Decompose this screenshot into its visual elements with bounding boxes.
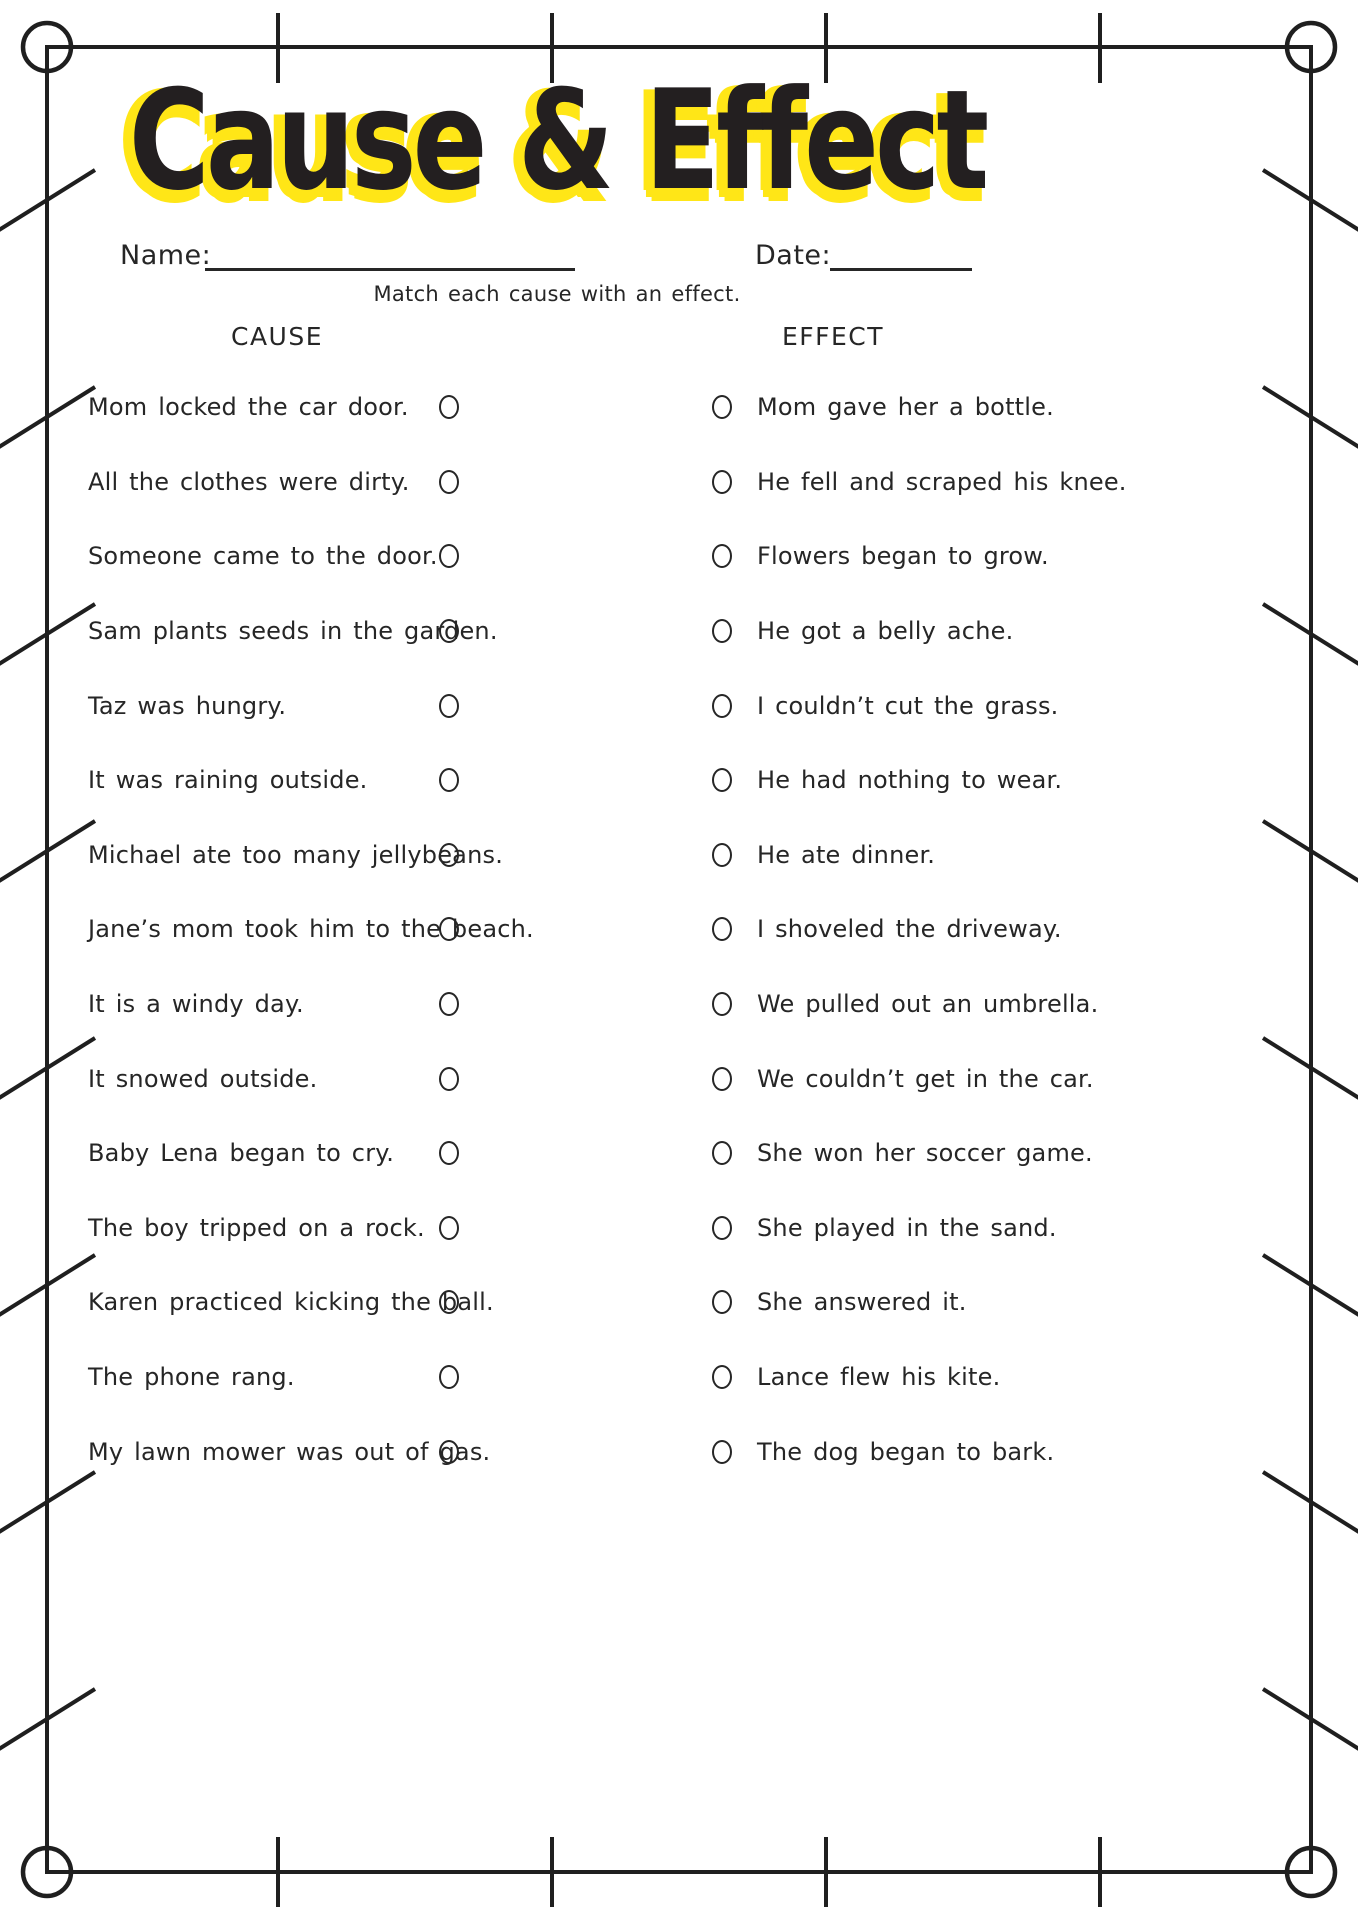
cause-text: All the clothes were dirty. <box>88 467 410 496</box>
cause-match-bubble[interactable] <box>439 694 459 718</box>
effect-match-bubble[interactable] <box>712 1067 732 1091</box>
effect-match-bubble[interactable] <box>712 1141 732 1165</box>
cause-match-bubble[interactable] <box>439 1141 459 1165</box>
cause-match-bubble[interactable] <box>439 395 459 419</box>
cause-text: Michael ate too many jellybeans. <box>88 840 504 869</box>
cause-text: It snowed outside. <box>88 1064 318 1093</box>
match-row <box>47 1041 1311 1116</box>
date-label: Date: <box>755 240 832 271</box>
cause-text: Baby Lena began to cry. <box>88 1139 395 1168</box>
effect-text: She played in the sand. <box>757 1213 1057 1242</box>
match-row <box>47 594 1311 669</box>
effect-text: Lance flew his kite. <box>757 1363 1001 1392</box>
effect-column-header: EFFECT <box>781 322 885 351</box>
effect-text: I couldn’t cut the grass. <box>757 691 1059 720</box>
match-row <box>47 1116 1311 1191</box>
cause-match-bubble[interactable] <box>439 843 459 867</box>
effect-text: He had nothing to wear. <box>757 766 1063 795</box>
effect-match-bubble[interactable] <box>712 1290 732 1314</box>
match-row <box>47 1414 1311 1489</box>
match-row <box>47 1340 1311 1415</box>
effect-match-bubble[interactable] <box>712 992 732 1016</box>
effect-text: The dog began to bark. <box>757 1437 1055 1466</box>
match-rows <box>47 370 1311 1489</box>
match-row <box>47 519 1311 594</box>
cause-text: The boy tripped on a rock. <box>88 1213 425 1242</box>
effect-match-bubble[interactable] <box>712 1440 732 1464</box>
match-row <box>47 818 1311 893</box>
cause-match-bubble[interactable] <box>439 1290 459 1314</box>
effect-match-bubble[interactable] <box>712 917 732 941</box>
match-row <box>47 445 1311 520</box>
cause-match-bubble[interactable] <box>439 917 459 941</box>
match-row <box>47 1265 1311 1340</box>
effect-text: He got a belly ache. <box>757 617 1014 646</box>
effect-match-bubble[interactable] <box>712 470 732 494</box>
cause-match-bubble[interactable] <box>439 544 459 568</box>
match-row <box>47 892 1311 967</box>
effect-text: We couldn’t get in the car. <box>757 1064 1094 1093</box>
page-title-text: Cause & Effect <box>128 60 986 221</box>
cause-text: Someone came to the door. <box>88 542 438 571</box>
cause-match-bubble[interactable] <box>439 1216 459 1240</box>
cause-text: Jane’s mom took him to the beach. <box>88 915 534 944</box>
effect-match-bubble[interactable] <box>712 544 732 568</box>
cause-match-bubble[interactable] <box>439 619 459 643</box>
match-row <box>47 668 1311 743</box>
effect-match-bubble[interactable] <box>712 1365 732 1389</box>
date-input-line[interactable] <box>830 268 972 271</box>
match-row <box>47 1191 1311 1266</box>
cause-text: Taz was hungry. <box>88 691 287 720</box>
cause-match-bubble[interactable] <box>439 470 459 494</box>
effect-match-bubble[interactable] <box>712 395 732 419</box>
cause-match-bubble[interactable] <box>439 992 459 1016</box>
cause-column-header: CAUSE <box>230 322 324 351</box>
effect-text: She answered it. <box>757 1288 967 1317</box>
effect-text: She won her soccer game. <box>757 1139 1093 1168</box>
name-input-line[interactable] <box>205 268 575 271</box>
effect-text: I shoveled the driveway. <box>757 915 1062 944</box>
match-row <box>47 967 1311 1042</box>
match-row <box>47 370 1311 445</box>
effect-match-bubble[interactable] <box>712 1216 732 1240</box>
match-row <box>47 743 1311 818</box>
effect-text: He fell and scraped his knee. <box>757 467 1127 496</box>
effect-text: Flowers began to grow. <box>757 542 1049 571</box>
effect-match-bubble[interactable] <box>712 843 732 867</box>
cause-match-bubble[interactable] <box>439 1067 459 1091</box>
effect-text: We pulled out an umbrella. <box>757 990 1099 1019</box>
cause-match-bubble[interactable] <box>439 1440 459 1464</box>
instruction-text: Match each cause with an effect. <box>373 282 741 306</box>
effect-text: He ate dinner. <box>757 840 936 869</box>
effect-match-bubble[interactable] <box>712 768 732 792</box>
cause-text: Sam plants seeds in the garden. <box>88 617 498 646</box>
cause-match-bubble[interactable] <box>439 768 459 792</box>
cause-match-bubble[interactable] <box>439 1365 459 1389</box>
page-title <box>22 60 1093 221</box>
cause-text: My lawn mower was out of gas. <box>88 1437 491 1466</box>
name-label: Name: <box>120 240 212 271</box>
cause-text: It is a windy day. <box>88 990 304 1019</box>
cause-text: Mom locked the car door. <box>88 393 409 422</box>
cause-text: It was raining outside. <box>88 766 368 795</box>
effect-match-bubble[interactable] <box>712 619 732 643</box>
effect-match-bubble[interactable] <box>712 694 732 718</box>
cause-text: Karen practiced kicking the ball. <box>88 1288 494 1317</box>
effect-text: Mom gave her a bottle. <box>757 393 1054 422</box>
cause-text: The phone rang. <box>88 1363 295 1392</box>
